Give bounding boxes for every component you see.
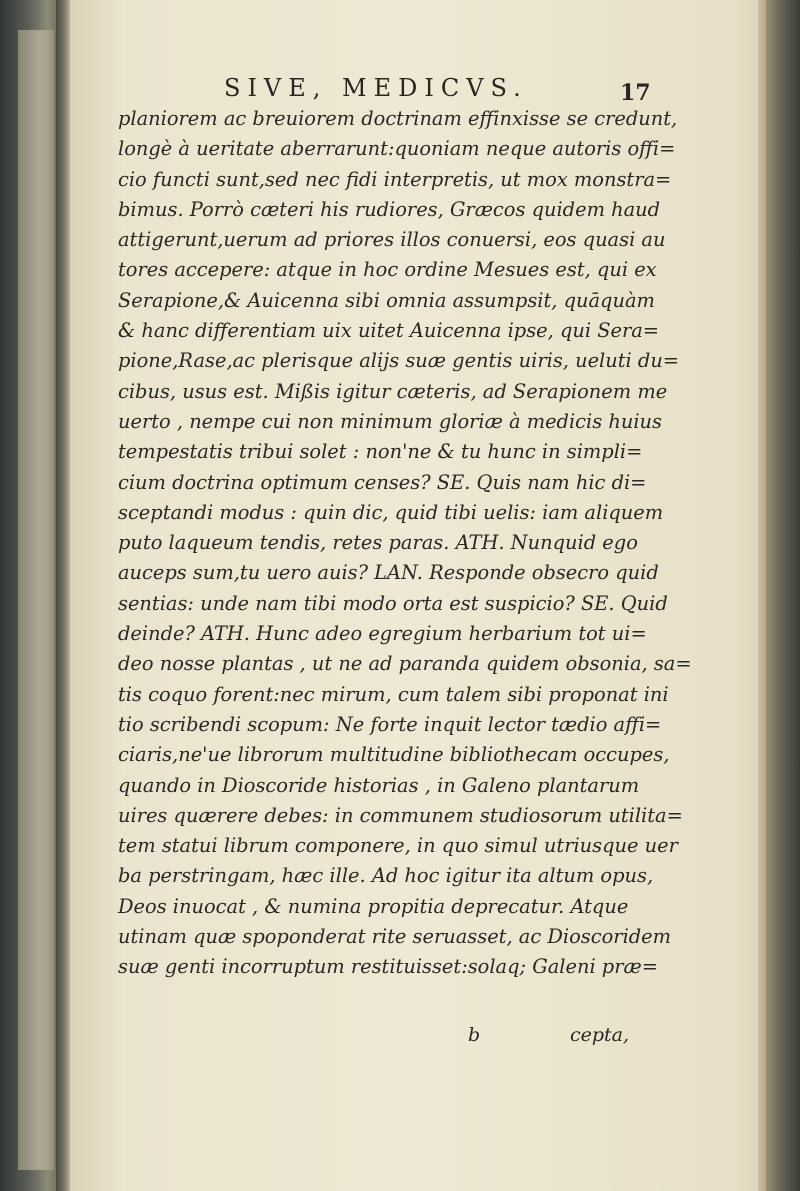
book-gutter <box>56 0 70 1191</box>
text-line: tis coquo forent:nec mirum, cum talem sibi proponat ini <box>118 682 669 706</box>
text-line: bimus. Porrò cæteri his rudiores, Græcos quidem haud <box>118 197 661 221</box>
text-line: uires quærere debes: in communem studiosorum utilita= <box>118 803 683 827</box>
text-line: & hanc differentiam uix uitet Auicenna ipse, qui Sera= <box>118 319 660 343</box>
signature-mark: b <box>468 1024 481 1046</box>
text-line: deinde? ATH. Hunc adeo egregium herbarium tot ui= <box>118 622 647 646</box>
text-line: tio scribendi scopum: Ne forte inquit lector tædio affi= <box>118 712 662 736</box>
text-line: uerto , nempe cui non minimum gloriæ à medicis huius <box>118 409 662 433</box>
book-right-edge <box>766 0 800 1191</box>
text-line: ba perstringam, hæc ille. Ad hoc igitur ita altum opus, <box>118 864 654 888</box>
facing-page-edge <box>18 30 54 1170</box>
text-line: longè à ueritate aberrarunt:quoniam neque autoris offi= <box>118 137 676 161</box>
text-line: tem statui librum componere, in quo simul utriusque uer <box>118 834 678 858</box>
text-line: suæ genti incorruptum restituisset:solaq; Galeni præ= <box>118 955 658 979</box>
running-title: SIVE, MEDICVS. <box>224 74 528 102</box>
text-line: ciaris,ne'ue librorum multitudine bibliothecam occupes, <box>118 743 670 767</box>
text-line: attigerunt,uerum ad priores illos conuersi, eos quasi au <box>118 228 666 252</box>
page-fore-edge <box>758 0 766 1191</box>
text-line: utinam quæ spoponderat rite seruasset, ac Dioscoridem <box>118 925 672 949</box>
catchword: cepta, <box>570 1024 630 1046</box>
text-line: Deos inuocat , & numina propitia deprecatur. Atque <box>118 894 629 918</box>
text-line: sentias: unde nam tibi modo orta est suspicio? SE. Quid <box>118 591 668 615</box>
text-line: quando in Dioscoride historias , in Galeno plantarum <box>118 773 640 797</box>
text-line: cibus, usus est. Mißis igitur cæteris, ad Serapionem me <box>118 379 668 403</box>
body-text <box>118 104 692 983</box>
text-line: pione,Rase,ac plerisque alijs suæ gentis uiris, ueluti du= <box>118 349 680 373</box>
text-line: tores accepere: atque in hoc ordine Mesues est, qui ex <box>118 258 657 282</box>
text-line: Serapione,& Auicenna sibi omnia assumpsit, quāquàm <box>118 288 655 312</box>
text-line: puto laqueum tendis, retes paras. ATH. Nunquid ego <box>118 531 638 555</box>
text-line: deo nosse plantas , ut ne ad paranda quidem obsonia, sa= <box>118 652 692 676</box>
page-number: 17 <box>620 80 651 106</box>
text-line: auceps sum,tu uero auis? LAN. Responde obsecro quid <box>118 561 659 585</box>
running-head <box>66 64 786 104</box>
text-line: sceptandi modus : quin dic, quid tibi uelis: iam aliquem <box>118 500 664 524</box>
text-line: cium doctrina optimum censes? SE. Quis nam hic di= <box>118 470 647 494</box>
text-line: tempestatis tribui solet : non'ne & tu hunc in simpli= <box>118 440 643 464</box>
text-line: cio functi sunt,sed nec fidi interpretis, ut mox monstra= <box>118 167 672 191</box>
text-line: planiorem ac breuiorem doctrinam effinxisse se credunt, <box>118 107 678 130</box>
